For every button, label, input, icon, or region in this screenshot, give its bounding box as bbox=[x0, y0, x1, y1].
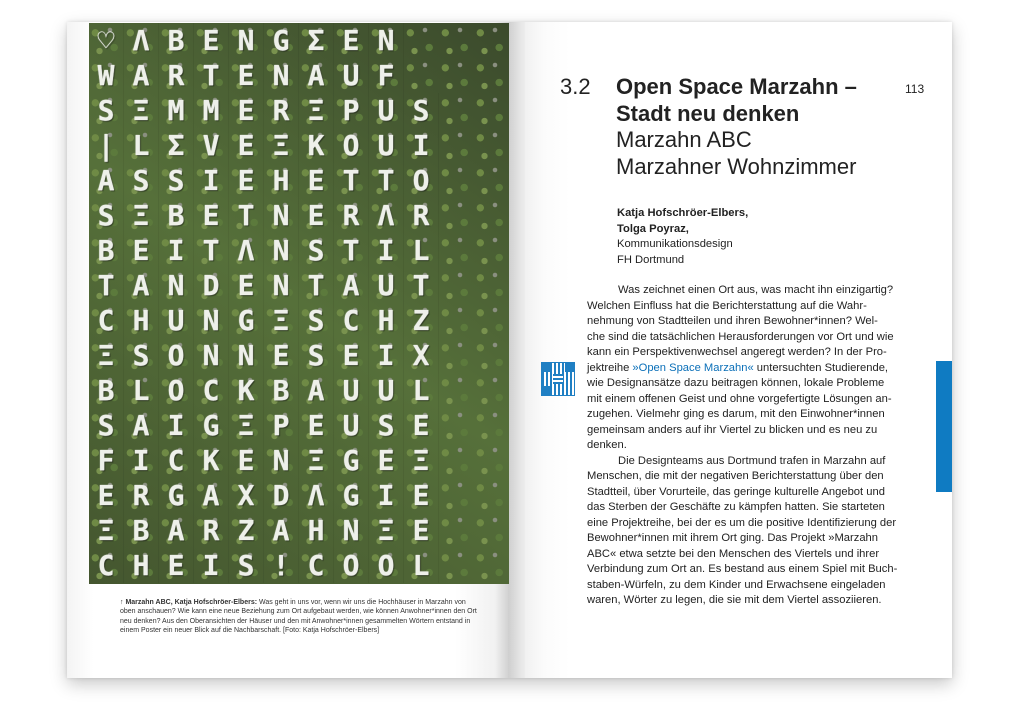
title-line: Open Space Marzahn – bbox=[616, 74, 857, 99]
subtitle-line: Marzahner Wohnzimmer bbox=[616, 153, 857, 179]
mosaic-letter-tile: A bbox=[194, 478, 229, 513]
mosaic-letter-tile: R bbox=[124, 478, 159, 513]
mosaic-letter-tile: B bbox=[159, 198, 194, 233]
mosaic-row bbox=[89, 303, 509, 338]
mosaic-letter-tile: I bbox=[369, 478, 404, 513]
mosaic-letter-tile: I bbox=[404, 128, 439, 163]
mosaic-row bbox=[89, 408, 509, 443]
mosaic-letter-tile: U bbox=[159, 303, 194, 338]
mosaic-letter-tile: O bbox=[404, 163, 439, 198]
mosaic-letter-tile: I bbox=[194, 163, 229, 198]
mosaic-letter-tile: Λ bbox=[124, 23, 159, 58]
mosaic-letter-tile: T bbox=[89, 268, 124, 303]
mosaic-letter-tile: E bbox=[89, 478, 124, 513]
mosaic-letter-tile: A bbox=[299, 58, 334, 93]
mosaic-letter-tile: S bbox=[299, 338, 334, 373]
mosaic-row bbox=[89, 268, 509, 303]
mosaic-letter-tile: E bbox=[299, 408, 334, 443]
mosaic-letter-tile: Σ bbox=[159, 128, 194, 163]
mosaic-letter-tile: S bbox=[89, 198, 124, 233]
mosaic-letter-tile: E bbox=[334, 23, 369, 58]
mosaic-letter-tile: X bbox=[229, 478, 264, 513]
mosaic-letter-tile: E bbox=[299, 198, 334, 233]
mosaic-letter-tile: U bbox=[369, 268, 404, 303]
mosaic-letter-tile: B bbox=[89, 233, 124, 268]
mosaic-letter-tile: G bbox=[159, 478, 194, 513]
mosaic-letter-tile: R bbox=[194, 513, 229, 548]
mosaic-row bbox=[89, 93, 509, 128]
mosaic-letter-tile: Λ bbox=[299, 478, 334, 513]
mosaic-letter-tile: U bbox=[369, 128, 404, 163]
mosaic-letter-tile: N bbox=[369, 23, 404, 58]
mosaic-letter-tile: V bbox=[194, 128, 229, 163]
mosaic-letter-tile: N bbox=[264, 268, 299, 303]
mosaic-letter-tile: S bbox=[229, 548, 264, 583]
mosaic-letter-tile: H bbox=[124, 303, 159, 338]
mosaic-letter-tile: R bbox=[334, 198, 369, 233]
mosaic-letter-tile: O bbox=[159, 373, 194, 408]
mosaic-row bbox=[89, 338, 509, 373]
author-affiliation: Kommunikationsdesign bbox=[617, 238, 733, 251]
mosaic-letter-tile: E bbox=[299, 163, 334, 198]
text-line: mit einem offenen Geist und ohne vorgefertigte Lösungen an- bbox=[587, 392, 892, 405]
mosaic-letter-tile: T bbox=[334, 163, 369, 198]
mosaic-letter-tile: B bbox=[264, 373, 299, 408]
mosaic-letter-tile: K bbox=[194, 443, 229, 478]
mosaic-letter-tile: E bbox=[159, 548, 194, 583]
mosaic-letter-tile: Ξ bbox=[229, 408, 264, 443]
mosaic-letter-tile: E bbox=[369, 443, 404, 478]
mosaic-letter-tile: R bbox=[159, 58, 194, 93]
mosaic-letter-tile: A bbox=[124, 268, 159, 303]
mosaic-letter-tile: R bbox=[404, 198, 439, 233]
mosaic-letter-tile: A bbox=[124, 58, 159, 93]
mosaic-letter-tile: A bbox=[124, 408, 159, 443]
mosaic-letter-tile: S bbox=[299, 233, 334, 268]
mosaic-row bbox=[89, 198, 509, 233]
mosaic-letter-tile: N bbox=[334, 513, 369, 548]
mosaic-letter-tile: N bbox=[194, 338, 229, 373]
mosaic-letter-tile: E bbox=[229, 268, 264, 303]
mosaic-letter-tile: E bbox=[404, 408, 439, 443]
mosaic-letter-tile: C bbox=[334, 303, 369, 338]
mosaic-letter-tile: N bbox=[264, 443, 299, 478]
mosaic-row bbox=[89, 58, 509, 93]
text-line: kann ein Perspektivenwechsel angeregt werden? In der Pro- bbox=[587, 346, 887, 358]
mosaic-letter-tile: E bbox=[404, 478, 439, 513]
text-line: wie Designansätze dazu beitragen können, lokale Probleme bbox=[587, 377, 885, 389]
mosaic-letter-tile: W bbox=[89, 58, 124, 93]
mosaic-letter-tile: K bbox=[299, 128, 334, 163]
mosaic-letter-tile: O bbox=[159, 338, 194, 373]
text-line: das Sterben der Geschäfte zu kämpfen hatten. Sie starteten bbox=[587, 501, 885, 513]
mosaic-letter-tile: I bbox=[159, 408, 194, 443]
text-line: staben-Würfeln, zu dem Kinder und Erwachsene eingeladen bbox=[587, 578, 886, 591]
chapter-tab-marker bbox=[936, 361, 952, 492]
mosaic-letter-tile: Z bbox=[404, 303, 439, 338]
mosaic-letter-tile: H bbox=[124, 548, 159, 583]
subtitle-line: Marzahn ABC bbox=[616, 127, 752, 152]
mosaic-letter-tile: Ξ bbox=[89, 338, 124, 373]
mosaic-letter-tile: Ξ bbox=[124, 93, 159, 128]
mosaic-letter-tile: G bbox=[264, 23, 299, 58]
mosaic-letter-tile: L bbox=[124, 373, 159, 408]
mosaic-letter-tile: C bbox=[89, 548, 124, 583]
author-affiliation: FH Dortmund bbox=[617, 254, 685, 267]
caption-lead: ↑ Marzahn ABC, Katja Hofschröer-Elbers: bbox=[120, 599, 258, 606]
text-fragment: untersuchten Studierende, bbox=[756, 361, 889, 374]
mosaic-letter-tile: E bbox=[229, 93, 264, 128]
mosaic-letter-tile: T bbox=[194, 233, 229, 268]
mosaic-letter-tile: E bbox=[229, 163, 264, 198]
text-line: Die Designteams aus Dortmund trafen in Marzahn auf bbox=[618, 454, 886, 467]
mosaic-letter-tile: T bbox=[404, 268, 439, 303]
mosaic-letter-tile: L bbox=[404, 233, 439, 268]
mosaic-letter-tile: K bbox=[229, 373, 264, 408]
text-line: eine Projektreihe, bei der es um die positive Identifizierung der bbox=[587, 516, 897, 529]
mosaic-letter-tile: M bbox=[159, 93, 194, 128]
mosaic-letter-tile: ♡ bbox=[89, 23, 124, 58]
mosaic-letter-tile: A bbox=[89, 163, 124, 198]
text-line: che sind die tatsächlichen Herausforderungen vor Ort und wie bbox=[587, 330, 894, 343]
mosaic-letter-tile: E bbox=[264, 338, 299, 373]
mosaic-letter-tile: D bbox=[264, 478, 299, 513]
mosaic-row bbox=[89, 163, 509, 198]
project-link[interactable]: »Open Space Marzahn« bbox=[632, 361, 754, 374]
mosaic-letter-tile: A bbox=[334, 268, 369, 303]
mosaic-letter-tile: Ξ bbox=[264, 128, 299, 163]
mosaic-letter-tile: E bbox=[124, 233, 159, 268]
mosaic-letter-tile: Λ bbox=[369, 198, 404, 233]
mosaic-row bbox=[89, 478, 509, 513]
mosaic-letter-tile: H bbox=[299, 513, 334, 548]
mosaic-letter-tile: G bbox=[194, 408, 229, 443]
mosaic-letter-tile: B bbox=[89, 373, 124, 408]
chapter-title bbox=[616, 74, 936, 180]
mosaic-letter-tile: S bbox=[124, 163, 159, 198]
mosaic-letter-tile: L bbox=[404, 548, 439, 583]
mosaic-letter-tile: I bbox=[124, 443, 159, 478]
mosaic-letter-tile: T bbox=[334, 233, 369, 268]
mosaic-letter-tile: G bbox=[334, 443, 369, 478]
mosaic-letter-tile: X bbox=[404, 338, 439, 373]
mosaic-letter-tile: T bbox=[299, 268, 334, 303]
mosaic-row bbox=[89, 128, 509, 163]
caption-text: Was geht in uns vor, wenn wir uns die Hochhäuser in Marzahn von oben anschauen? Wie kann eine neue Beziehung zum Ort aufgebaut werden, wie können Anwohner*innen den Ort neu denken? Aus den Oberansichten der Häuser und den mit Anwohner*innen gesammelten Wörtern entstand in einem Poster ein neuer Blick auf die Nachbarschaft. [Foto: Katja Hofschröer-Elbers] bbox=[120, 599, 477, 635]
mosaic-letter-tile: C bbox=[159, 443, 194, 478]
page-number: 113 bbox=[905, 82, 925, 96]
mosaic-letter-tile: S bbox=[159, 163, 194, 198]
mosaic-letter-tile: E bbox=[404, 513, 439, 548]
author-block bbox=[617, 206, 837, 269]
mosaic-letter-tile: E bbox=[229, 58, 264, 93]
mosaic-letter-tile: S bbox=[299, 303, 334, 338]
mosaic-row bbox=[89, 23, 509, 58]
mosaic-letter-tile: N bbox=[264, 198, 299, 233]
text-line: Verbindung zum Ort an. Es bestand aus einem Spiel mit Buch- bbox=[587, 563, 898, 575]
mosaic-letter-tile: N bbox=[264, 233, 299, 268]
mosaic-letter-tile: N bbox=[159, 268, 194, 303]
mosaic-letter-tile: E bbox=[229, 128, 264, 163]
mosaic-letter-tile: S bbox=[369, 408, 404, 443]
mosaic-letter-tile: Ξ bbox=[89, 513, 124, 548]
mosaic-letter-tile: Ξ bbox=[299, 93, 334, 128]
text-line: Was zeichnet einen Ort aus, was macht ihn einzigartig? bbox=[618, 284, 894, 296]
author-name: Katja Hofschröer-Elbers, bbox=[617, 207, 749, 219]
title-line: Stadt neu denken bbox=[616, 100, 800, 126]
text-line: denken. bbox=[587, 439, 627, 451]
mosaic-letter-tile: G bbox=[334, 478, 369, 513]
mosaic-letter-tile: E bbox=[229, 443, 264, 478]
mosaic-letter-tile: ! bbox=[264, 548, 299, 583]
mosaic-letter-tile: B bbox=[124, 513, 159, 548]
mosaic-letter-tile: S bbox=[124, 338, 159, 373]
mosaic-letter-tile: O bbox=[369, 548, 404, 583]
mosaic-letter-tile: T bbox=[229, 198, 264, 233]
mosaic-letter-tile: F bbox=[369, 58, 404, 93]
mosaic-letter-tile: Z bbox=[229, 513, 264, 548]
text-line: ABC« etwa setzte bei den Menschen des Viertels und ihrer bbox=[587, 547, 880, 560]
text-line bbox=[587, 361, 909, 377]
mosaic-letter-tile: C bbox=[194, 373, 229, 408]
mosaic-row bbox=[89, 443, 509, 478]
mosaic-letter-tile: A bbox=[264, 513, 299, 548]
mosaic-letter-tile: S bbox=[89, 408, 124, 443]
author-name: Tolga Poyraz, bbox=[617, 222, 689, 235]
mosaic-letter-tile: O bbox=[334, 548, 369, 583]
image-caption bbox=[120, 598, 480, 636]
mosaic-letter-tile: A bbox=[299, 373, 334, 408]
mosaic-letter-tile: P bbox=[264, 408, 299, 443]
mosaic-letter-tile: N bbox=[194, 303, 229, 338]
qr-code-icon[interactable] bbox=[542, 363, 574, 395]
mosaic-letter-tile: N bbox=[229, 338, 264, 373]
mosaic-letter-tile: P bbox=[334, 93, 369, 128]
section-number: 3.2 bbox=[560, 74, 591, 99]
mosaic-letter-tile: I bbox=[369, 338, 404, 373]
mosaic-letter-tile: H bbox=[369, 303, 404, 338]
mosaic-letter-tile: N bbox=[229, 23, 264, 58]
mosaic-letter-tile: Ξ bbox=[124, 198, 159, 233]
mosaic-letter-tile: E bbox=[334, 338, 369, 373]
mosaic-letter-tile: A bbox=[159, 513, 194, 548]
text-line: Stadtteil, über Vorurteile, das geringe kulturelle Angebot und bbox=[587, 485, 885, 498]
mosaic-letter-tile: R bbox=[264, 93, 299, 128]
mosaic-letter-tile: S bbox=[89, 93, 124, 128]
mosaic-letter-tile: C bbox=[299, 548, 334, 583]
text-line: Menschen, die mit der negativen Berichterstattung über den bbox=[587, 470, 884, 482]
mosaic-letter-tile: F bbox=[89, 443, 124, 478]
mosaic-letter-tile: S bbox=[404, 93, 439, 128]
mosaic-letter-tile: U bbox=[334, 408, 369, 443]
mosaic-letter-tile: I bbox=[194, 548, 229, 583]
mosaic-letter-tile: U bbox=[334, 373, 369, 408]
mosaic-letter-tile: T bbox=[369, 163, 404, 198]
mosaic-row bbox=[89, 513, 509, 548]
mosaic-letter-tile: Σ bbox=[299, 23, 334, 58]
mosaic-letter-tile: I bbox=[159, 233, 194, 268]
text-line: Welchen Einfluss hat die Berichterstattung auf die Wahr- bbox=[587, 299, 867, 312]
body-text bbox=[587, 283, 909, 609]
mosaic-letter-tile: O bbox=[334, 128, 369, 163]
mosaic-letter-tile: | bbox=[89, 128, 124, 163]
mosaic-letter-tile: D bbox=[194, 268, 229, 303]
mosaic-letter-tile: C bbox=[89, 303, 124, 338]
mosaic-letter-tile: Ξ bbox=[404, 443, 439, 478]
mosaic-letter-tile: N bbox=[264, 58, 299, 93]
text-line: gemeinsam anders auf ihr Viertel zu blicken und es neu zu bbox=[587, 423, 878, 436]
mosaic-row bbox=[89, 233, 509, 268]
mosaic-letter-tile: Ξ bbox=[264, 303, 299, 338]
mosaic-row bbox=[89, 548, 509, 583]
open-book bbox=[67, 22, 952, 678]
mosaic-letter-tile: U bbox=[369, 93, 404, 128]
mosaic-letter-tile: U bbox=[334, 58, 369, 93]
text-fragment: jektreihe bbox=[587, 361, 630, 374]
mosaic-letter-tile: Ξ bbox=[299, 443, 334, 478]
mosaic-letter-tile: E bbox=[194, 23, 229, 58]
text-line: waren, Wörter zu legen, die sie mit dem Viertel assoziieren. bbox=[587, 594, 882, 606]
aerial-letter-mosaic-image bbox=[89, 23, 509, 584]
mosaic-letter-tile: M bbox=[194, 93, 229, 128]
mosaic-letter-tile: H bbox=[264, 163, 299, 198]
mosaic-letter-tile: B bbox=[159, 23, 194, 58]
text-line: Bewohner*innen mit ihrem Ort ging. Das Projekt »Marzahn bbox=[587, 532, 879, 544]
mosaic-letter-tile: U bbox=[369, 373, 404, 408]
mosaic-letter-tile: Ξ bbox=[369, 513, 404, 548]
mosaic-letter-tile: Λ bbox=[229, 233, 264, 268]
text-line: zugehen. Vielmehr ging es darum, mit den Einwohner*innen bbox=[587, 408, 885, 420]
mosaic-letter-tile: L bbox=[404, 373, 439, 408]
text-line: nehmung von Stadtteilen und ihren Bewohner*innen? Wel- bbox=[587, 315, 878, 327]
mosaic-letter-tile: L bbox=[124, 128, 159, 163]
mosaic-row bbox=[89, 373, 509, 408]
mosaic-letter-tile: I bbox=[369, 233, 404, 268]
mosaic-letter-tile: T bbox=[194, 58, 229, 93]
mosaic-letter-tile: E bbox=[194, 198, 229, 233]
mosaic-letter-tile: G bbox=[229, 303, 264, 338]
